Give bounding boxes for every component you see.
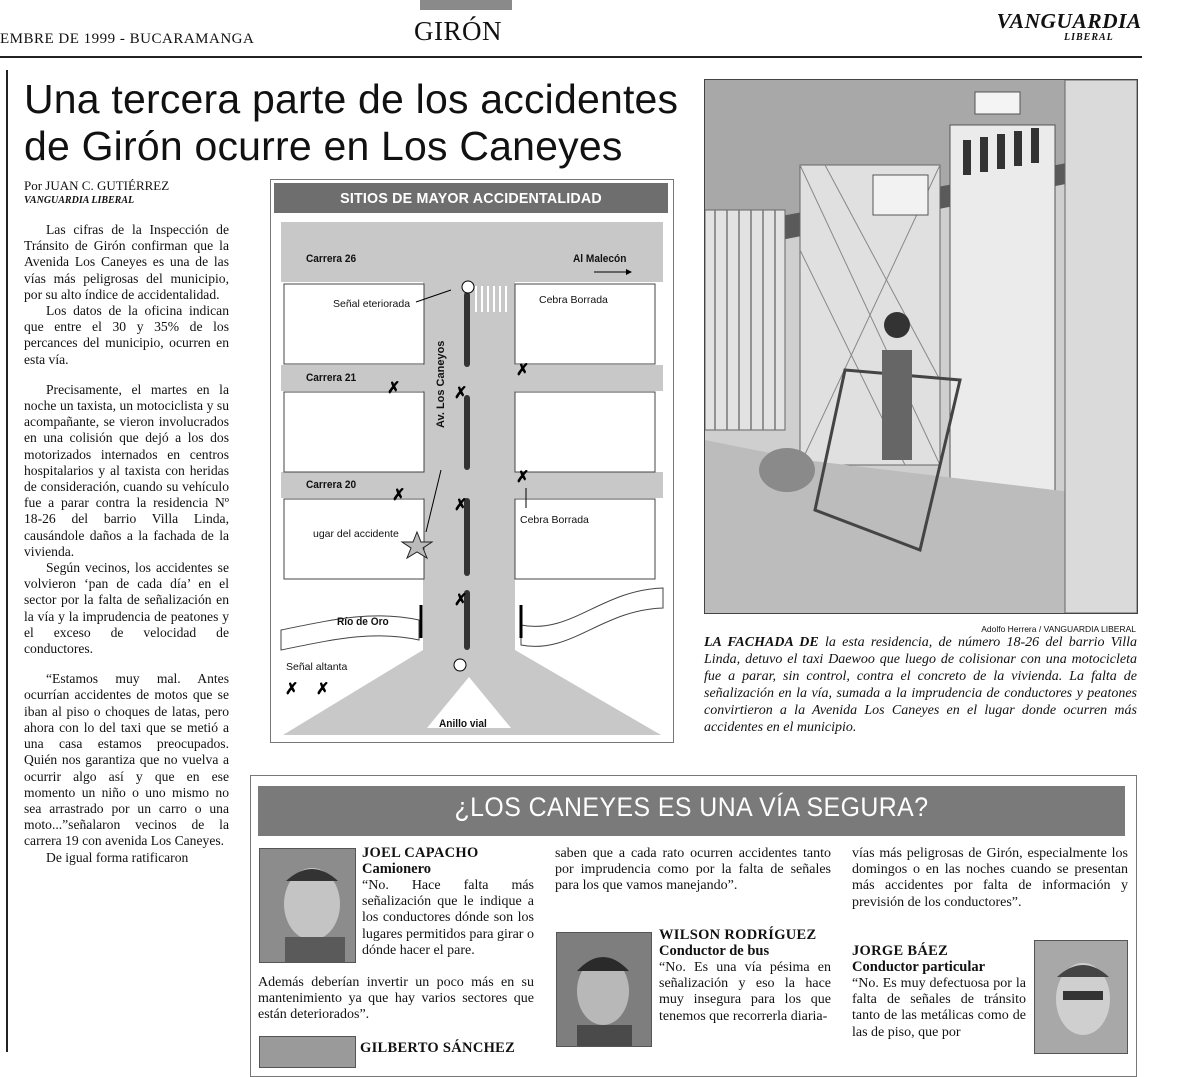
paragraph: Los datos de la oficina indican que entre el 30 y 35% de los percances del municipio, ocurren en esta vía. — [24, 303, 229, 367]
person-quote: “No. Hace falta más señalización que le indique a los conductores dónde son los lugares permitidos para girar o dónde hacer el pare. — [362, 878, 534, 958]
label-malecon: Al Malecón — [573, 253, 627, 265]
svg-text:✗: ✗ — [454, 592, 468, 609]
byline: Por JUAN C. GUTIÉRREZ — [24, 178, 170, 193]
article-body — [24, 222, 229, 866]
person-name: JORGE BÁEZ — [852, 943, 949, 959]
person-quote: “No. Es muy defectuosa por la falta de señales de tránsito tanto de las metálicas como de las de piso, que por — [852, 976, 1026, 1040]
paragraph: Según vecinos, los accidentes se volvieron ‘pan de cada día’ en el sector por la falta de señalización en la vía y la imprudencia de peatones y el exceso de velocidad de conductores. — [24, 560, 229, 657]
portrait-jorge-baez — [1034, 940, 1128, 1054]
headline-line-2: de Girón ocurre en Los Caneyes — [24, 123, 623, 169]
svg-text:✗: ✗ — [516, 469, 530, 486]
svg-text:✗: ✗ — [285, 681, 299, 698]
label-anillo: Anillo vial — [439, 718, 487, 730]
header-rule — [0, 56, 1142, 58]
newspaper-logo: VANGUARDIA — [996, 9, 1142, 33]
photo-credit: Adolfo Herrera / VANGUARDIA LIBERAL — [981, 624, 1136, 634]
survey-title: ¿LOS CANEYES ES UNA VÍA SEGURA? — [454, 792, 929, 822]
person-name: GILBERTO SÁNCHEZ — [360, 1040, 516, 1056]
paragraph: Precisamente, el martes en la noche un taxista, un motociclista y su acompañante, se vieron involucrados en una colisión que dejó a los dos motorizados internados en centros hospitalarios y al taxista con heridas de consideración, cuando su vehículo fue a parar contra la residencia Nº 18-26 del barrio Villa Linda, causándole daños a la fachada de la vivienda. — [24, 381, 229, 559]
portrait-joel-capacho — [259, 848, 356, 963]
label-lugar-accidente: ugar del accidente — [313, 528, 399, 540]
person-role: Conductor particular — [852, 959, 986, 975]
byline-paper: VANGUARDIA LIBERAL — [24, 195, 135, 206]
label-senal: Señal eteriorada — [333, 298, 411, 310]
label-carrera21: Carrera 21 — [306, 372, 357, 384]
svg-text:✗: ✗ — [454, 497, 468, 514]
person-quote-column2: saben que a cada rato ocurren accidentes tanto por imprudencia como por la falta de señales para los que vamos manejando”. — [555, 846, 831, 894]
photo-image — [705, 80, 1137, 613]
label-senal-faltante: Señal altanta — [286, 661, 348, 673]
label-carrera26: Carrera 26 — [306, 253, 357, 265]
section-tab-bar — [420, 0, 512, 10]
svg-text:✗: ✗ — [392, 487, 406, 504]
column-rule — [6, 70, 8, 1052]
news-photo — [704, 79, 1138, 614]
label-carrera20: Carrera 20 — [306, 479, 357, 491]
person-role: Conductor de bus — [659, 943, 770, 959]
map-title: SITIOS DE MAYOR ACCIDENTALIDAD — [340, 190, 602, 207]
person-name: WILSON RODRÍGUEZ — [659, 927, 817, 943]
person-quote-continued: Además deberían invertir un poco más en su mantenimiento ya que hay varios sectores que están deteriorados”. — [258, 975, 534, 1023]
map-title-bar — [274, 183, 668, 213]
svg-text:✗: ✗ — [316, 681, 330, 698]
accident-map — [270, 179, 674, 743]
person-role: Camionero — [362, 861, 432, 877]
label-cebra-1: Cebra Borrada — [539, 294, 608, 306]
paragraph: Las cifras de la Inspección de Tránsito de Girón confirman que la Avenida Los Caneyes es una de las vías más peligrosas del municipio, por su alto índice de accidentalidad. — [24, 222, 229, 302]
photo-caption — [704, 634, 1137, 736]
svg-text:✗: ✗ — [387, 380, 401, 397]
svg-text:✗: ✗ — [454, 385, 468, 402]
person-name: JOEL CAPACHO — [362, 845, 479, 861]
portrait-gilberto-sanchez — [259, 1036, 356, 1068]
portrait-wilson-rodriguez — [556, 932, 652, 1047]
caption-lead: LA FACHADA DE — [704, 635, 819, 650]
svg-text:✗: ✗ — [516, 362, 530, 379]
headline-line-1: Una tercera parte de los accidentes — [24, 76, 679, 122]
label-rio: Río de Oro — [337, 616, 389, 628]
article-headline — [24, 76, 704, 170]
edition-date: EMBRE DE 1999 - BUCARAMANGA — [0, 31, 255, 47]
label-avenida: Av. Los Caneyos — [435, 340, 447, 428]
person-quote: “No. Es una vía pésima en señalización y eso la hace muy insegura para los que tenemos que recorrerla diaria- — [659, 960, 831, 1024]
paragraph: De igual forma ratificaron — [46, 849, 189, 865]
person-quote-column3: vías más peligrosas de Girón, especialmente los domingos o en las noches cuando se presentan más accidentes por falta de información y previsión de los conductores”. — [852, 846, 1128, 910]
caption-text: la esta residencia, de número 18-26 del barrio Villa Linda, detuvo el taxi Daewoo que luego de colisionar con una motocicleta fue a parar, sin control, contra el concreto de la vivienda. La falta de señalización en la vía, sumada a la imprudencia de conductores y peatones convirtieron a la Avenida Los Caneyes en el lugar donde ocurren más accidentes en el municipio. — [704, 635, 1137, 735]
label-cebra-2: Cebra Borrada — [520, 514, 589, 526]
newspaper-logo-sub: LIBERAL — [1064, 32, 1114, 43]
section-name: GIRÓN — [414, 16, 502, 46]
paragraph: “Estamos muy mal. Antes ocurrían accidentes de motos que se iban al piso o choques de latas, pero ahora con lo del taxi que se metió a una casa estamos preocupados. Quién nos garantiza que no vuelva a ocurrir algo así y que en ese momento un niño o uno mismo no sea arrastrado por un carro o una moto...”señalaron vecinos de la carrera 19 con avenida Los Caneyes. — [24, 671, 229, 849]
